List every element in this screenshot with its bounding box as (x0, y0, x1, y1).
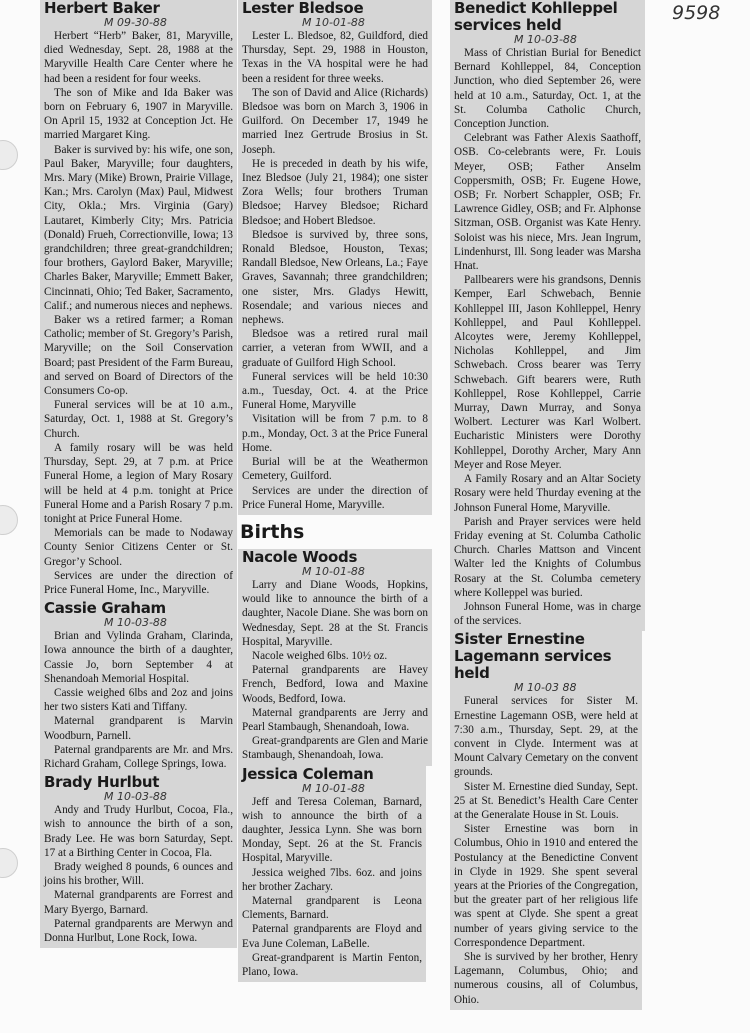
obituary-lester-bledsoe (238, 0, 432, 515)
clipping-paragraph: Jeff and Teresa Coleman, Barnard, wish to announce the birth of a daughter, Jessica Lynn. She was born Monday, Sept. 26 at the St. Francis Hospital, Maryville. (242, 795, 422, 865)
clipping-paragraph: Baker is survived by: his wife, one son, Paul Baker, Maryville; four daughters, Mrs. Mary (Mike) Brown, Prairie Village, Kan.; Mrs. Carolyn (Max) Paul, Midwest City, Okla.; Mrs. Virginia (Gary) Lautaret, Kimberly City; Mrs. Patricia (Donald) Frueh, Correctionville, Iowa; 13 grandchildren; three great-grandchildren; four brothers, Gaylord Baker, Maryville; Charles Baker, Maryville; Emmett Baker, Cincinnati, Ohio; Ted Baker, Sacramento, Calif.; and numerous nieces and nephews. (44, 143, 233, 312)
handwritten-date-note: M 10-03-88 (104, 790, 167, 804)
clipping-heading: Herbert Baker (44, 0, 160, 17)
clipping-paragraph: The son of Mike and Ida Baker was born on February 6, 1907 in Maryville. On April 15, 1932 at Conception Jct. He married Margaret King. (44, 86, 233, 142)
clipping-paragraph: She is survived by her brother, Henry Lagemann, Columbus, Ohio; and numerous cousins, all of Columbus, Ohio. (454, 950, 638, 1006)
handwritten-date-note: M 09-30-88 (104, 16, 167, 29)
clipping-paragraph: Funeral services will be at 10 a.m., Saturday, Oct. 1, 1988 at St. Gregory’s Church. (44, 399, 233, 440)
clipping-paragraph: Visitation will be from 7 p.m. to 8 p.m., Monday, Oct. 3 at the Price Funeral Home. (242, 413, 428, 454)
obituary-herbert-baker (40, 0, 237, 600)
clipping-paragraph: Johnson Funeral Home, was in charge of the services. (454, 600, 641, 628)
clipping-paragraph: Burial will be at the Weathermon Cemetery, Guilford. (242, 456, 428, 483)
clipping-paragraph: Brian and Vylinda Graham, Clarinda, Iowa announce the birth of a daughter, Cassie Jo, born September 4 at Shenandoah Memorial Hospital. (44, 630, 233, 685)
clipping-heading: Sister Ernestine Lagemann services held (454, 630, 612, 683)
punch-hole (0, 848, 18, 878)
clipping-paragraph: Brady weighed 8 pounds, 6 ounces and joins his brother, Will. (44, 860, 233, 888)
clipping-paragraph: Great-grandparent is Martin Fenton, Plano, Iowa. (242, 951, 422, 978)
handwritten-date-note: M 10-03 88 (514, 681, 577, 695)
birth-cassie-graham (40, 600, 237, 774)
left-column (40, 0, 237, 948)
births-header: Births (240, 520, 305, 543)
clipping-paragraph: Paternal grandparents are Merwyn and Donna Hurlbut, Lone Rock, Iowa. (44, 917, 233, 944)
clipping-paragraph: Funeral services will be held 10:30 a.m., Tuesday, Oct. 4. at the Price Funeral Home, Maryville (242, 370, 428, 412)
clipping-paragraph: A Family Rosary and an Altar Society Rosary were held Thurday evening at the Johnson Funeral Home, Maryville. (454, 473, 641, 514)
birth-nacole-woods (238, 549, 432, 766)
clipping-heading: Cassie Graham (44, 599, 166, 618)
obituary-sister-ernestine-lagemann (450, 631, 642, 1009)
obituary-benedict-kohlleppel (450, 0, 645, 631)
clipping-paragraph: Herbert “Herb” Baker, 81, Maryville, died Wednesday, Sept. 28, 1988 at the Maryville Health Care Center where he had been a resident for four weeks. (44, 30, 233, 85)
clipping-paragraph: Paternal grandparents are Floyd and Eva June Coleman, LaBelle. (242, 923, 422, 950)
clipping-paragraph: Bledsoe was a retired rural mail carrier, a veteran from WWII, and a graduate of Guilford High School. (242, 328, 428, 369)
clipping-heading: Nacole Woods (242, 547, 358, 566)
clipping-paragraph: Services are under the direction of Price Funeral Home, Inc., Maryville. (44, 569, 233, 596)
birth-brady-hurlbut (40, 774, 237, 948)
clipping-paragraph: Sister M. Ernestine died Sunday, Sept. 25 at St. Benedict’s Health Care Center at the Generalate House in St. Louis. (454, 780, 638, 821)
clipping-paragraph: Jessica weighed 7lbs. 6oz. and joins her brother Zachary. (242, 866, 422, 893)
clipping-paragraph: Parish and Prayer services were held Friday evening at St. Columba Catholic Church. Charles Mattson and Vincent Walter led the Knights of Columbus Rosary at the St. Columba cemetery where Kolleppel was buried. (454, 515, 641, 599)
clipping-paragraph: Paternal grandparents are Mr. and Mrs. Richard Graham, College Springs, Iowa. (44, 743, 233, 770)
clipping-paragraph: Andy and Trudy Hurlbut, Cocoa, Fla., wish to announce the birth of a son, Brady Lee. He was born Saturday, Sept. 17 at a Birthing Center in Cocoa, Fla. (44, 804, 233, 859)
clipping-paragraph: Great-grandparents are Glen and Marie Stambaugh, Shenandoah, Iowa. (242, 735, 428, 762)
punch-hole (0, 140, 18, 170)
clipping-paragraph: Bledsoe is survived by, three sons, Ronald Bledsoe, Houston, Texas; Randall Bledsoe, New Orleans, La.; Faye Graves, Savannah; three grandchildren; one sister, Mrs. Gladys Hewitt, Rosendale; and various nieces and nephews. (242, 228, 428, 327)
clipping-paragraph: Paternal grandparents are Havey French, Bedford, Iowa and Maxine Woods, Bedford, Iowa. (242, 664, 428, 705)
clipping-paragraph: Maternal grandparents are Jerry and Pearl Stambaugh, Shenandoah, Iowa. (242, 706, 428, 733)
clipping-paragraph: Celebrant was Father Alexis Saathoff, OSB. Co-celebrants were, Fr. Louis Meyer, OSB; Father Anselm Coppersmith, OSB; Fr. Eugene Howe, OSB; Fr. Norbert Schappler, OSB; Fr. Lawrence Gidley, OSB; and Fr. Alphonse Sitzman, OSB. Organist was Kate Henry. Soloist was his niece, Mrs. Jean Ingrum, Lindenhurst, Ill. Song leader was Marsha Hnat. (454, 132, 641, 273)
clipping-paragraph: Pallbearers were his grandsons, Dennis Kemper, Earl Schwebach, Bennie Kohlleppel III, Jason Kohlleppel, Henry Kohlleppel, and Paul Kohlleppel. Alcoytes were, Jeremy Kohlleppel, Nicholas Kohlleppel, and Jim Schwebach. Cross bearer was Terry Schwebach. Gift bearers were, Ruth Kohlleppel, Rose Kohlleppel, Carrie Murray, Dawn Murray, and Sonya Wolbert. Lecturer was Karl Wolbert. Eucharistic Ministers were Dorothy Kohlleppel, Dorothy Archer, Mary Ann Meyer and Rose Meyer. (454, 274, 641, 471)
handwritten-date-note: M 10-03-88 (514, 33, 577, 46)
clipping-paragraph: A family rosary will be was held Thursday, Sept. 29, at 7 p.m. at Price Funeral Home, a legion of Mary Rosary will be held at 4 p.m. tonight at Price Funeral Home and a Parish Rosary 7 p.m. tonight at Price Funeral Home. (44, 441, 233, 525)
clipping-paragraph: Maternal grandparent is Leona Clements, Barnard. (242, 894, 422, 922)
clipping-paragraph: The son of David and Alice (Richards) Bledsoe was born on March 3, 1906 in Guilford. On December 17, 1949 he married Inez Gertrude Brosius in St. Joseph. (242, 86, 428, 156)
clipping-paragraph: Maternal grandparent is Marvin Woodburn, Parnell. (44, 715, 233, 742)
clipping-paragraph: Baker ws a retired farmer; a Roman Catholic; member of St. Gregory’s Parish, Maryville; on the Soil Conservation Board; past President of the Farm Bureau, and served on Board of Directors of the Consumers Co-op. (44, 314, 233, 398)
clipping-heading: Brady Hurlbut (44, 773, 160, 792)
handwritten-date-note: M 10-01-88 (302, 564, 365, 578)
clipping-paragraph: Services are under the direction of Price Funeral Home, Maryville. (242, 484, 428, 511)
handwritten-date-note: M 10-01-88 (302, 16, 365, 29)
handwritten-date-note: M 10-01-88 (302, 781, 365, 795)
right-column (450, 0, 645, 1010)
clipping-paragraph: Maternal grandparents are Forrest and Mary Byergo, Barnard. (44, 889, 233, 916)
document-number: 9598 (672, 2, 721, 24)
clipping-paragraph: Larry and Diane Woods, Hopkins, would like to announce the birth of a daughter, Nacole Diane. She was born on Wednesday, Sept. 28 at the St. Francis Hospital, Maryville. (242, 578, 428, 648)
punch-hole (0, 505, 18, 535)
clipping-paragraph: Mass of Christian Burial for Benedict Bernard Kohlleppel, 84, Conception Junction, who died September 26, were held at 10 a.m., Saturday, Oct. 1, at the St. Columba Catholic Church, Conception Junction. (454, 47, 641, 131)
clipping-heading: Jessica Coleman (242, 764, 374, 783)
clipping-paragraph: Cassie weighed 6lbs and 2oz and joins her two sisters Kati and Tiffany. (44, 686, 233, 714)
handwritten-date-note: M 10-03-88 (104, 616, 167, 630)
middle-column (238, 0, 432, 982)
clipping-paragraph: He is preceded in death by his wife, Inez Bledsoe (July 21, 1984); one sister Zora Wells; four brothers Truman Bledsoe; Harvey Bledsoe; Richard Bledsoe; and Hobert Bledsoe. (242, 157, 428, 227)
birth-jessica-coleman (238, 766, 426, 983)
clipping-paragraph: Lester L. Bledsoe, 82, Guildford, died Thursday, Sept. 29, 1988 in Houston, Texas in the VA hospital were he had been a resident for three weeks. (242, 30, 428, 85)
clipping-heading: Benedict Kohlleppel services held (454, 0, 618, 34)
clipping-paragraph: Memorials can be made to Nodaway County Senior Citizens Center or St. Gregor’y School. (44, 527, 233, 568)
clipping-heading: Lester Bledsoe (242, 0, 364, 17)
clipping-paragraph: Sister Ernestine was born in Columbus, Ohio in 1910 and entered the Postulancy at the Benedictine Convent in Clyde in 1929. She spent several years at the Priories of the Congregation, but the greater part of her religious life was spent at Clyde. She spent a great number of years giving service to the Correspondence Department. (454, 823, 638, 949)
clipping-paragraph: Nacole weighed 6lbs. 10½ oz. (252, 649, 388, 662)
clipping-paragraph: Funeral services for Sister M. Ernestine Lagemann OSB, were held at 7:30 a.m., Thursday, Sept. 29, at the convent in Clyde. Interment was at Mount Calvary Cemetary on the convent grounds. (454, 695, 638, 779)
